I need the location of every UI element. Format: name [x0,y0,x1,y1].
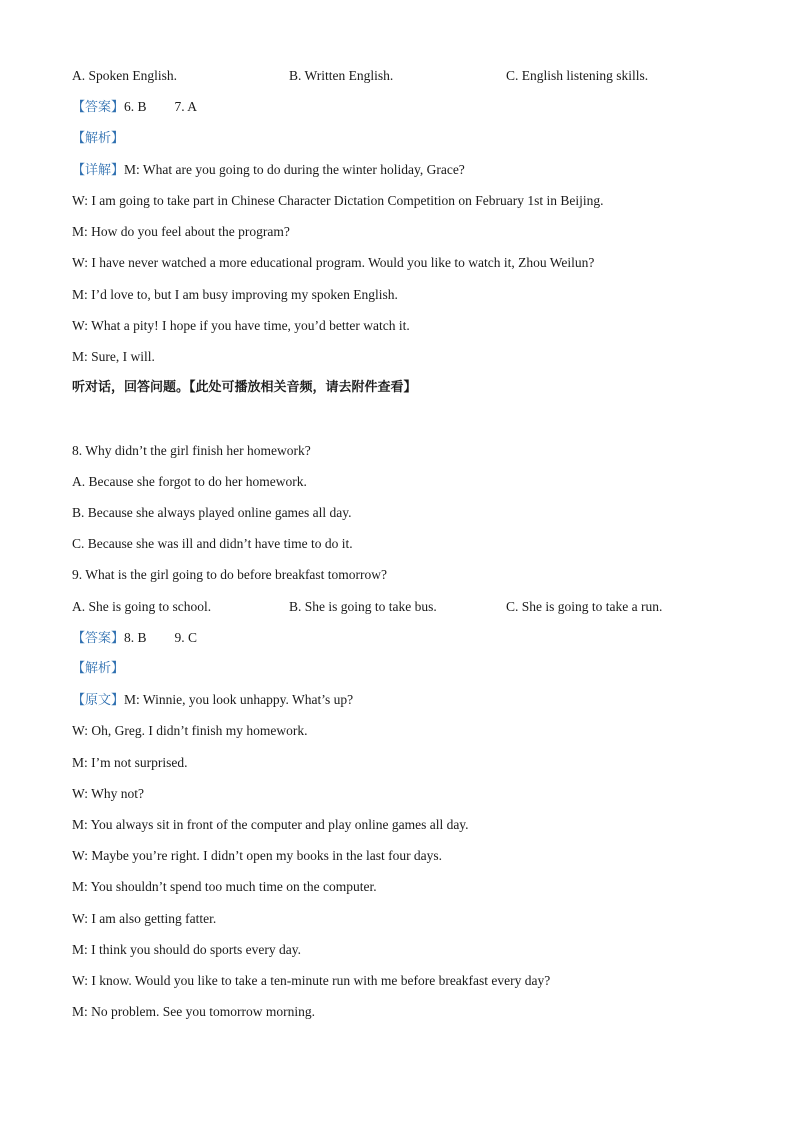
dialogue-line: W: I know. Would you like to take a ten-minute run with me before breakfast every day? [72,973,551,988]
dialogue-line: W: Maybe you’re right. I didn’t open my books in the last four days. [72,848,443,863]
analysis-tag: 【解析】 [72,661,125,676]
answer-value: 7. A [174,99,198,114]
question-9: 9. What is the girl going to do before breakfast tomorrow? [72,567,388,582]
q8-option-c: C. Because she was ill and didn’t have time to do it. [72,536,353,551]
dialogue-line: M: No problem. See you tomorrow morning. [72,1004,315,1019]
dialogue-line: M: You always sit in front of the computer and play online games all day. [72,817,469,832]
q7-option-b: B. Written English. [289,68,394,83]
q7-option-a: A. Spoken English. [72,68,178,83]
dialogue-text: M: Winnie, you look unhappy. What’s up? [124,692,354,707]
dialogue-line [72,161,465,180]
dialogue-line: W: I have never watched a more educational program. Would you like to watch it, Zhou Weilun? [72,255,595,270]
dialogue-line: M: I’m not surprised. [72,755,188,770]
q7-option-c: C. English listening skills. [506,68,649,83]
answer-value: 9. C [174,630,198,645]
q9-option-b: B. She is going to take bus. [289,599,437,614]
dialogue-line: M: Sure, I will. [72,349,155,364]
answer-value: 6. B [124,99,147,114]
original-tag: 【原文】 [72,693,125,708]
dialogue-line: W: I am also getting fatter. [72,911,217,926]
answer-line-2 [72,629,197,648]
q9-option-c: C. She is going to take a run. [506,599,663,614]
dialogue-line: W: Oh, Greg. I didn’t finish my homework. [72,723,308,738]
detail-tag: 【详解】 [72,163,125,178]
analysis-tag: 【解析】 [72,131,125,146]
q9-option-a: A. She is going to school. [72,599,212,614]
dialogue-line: M: I think you should do sports every day. [72,942,301,957]
q8-option-a: A. Because she forgot to do her homework. [72,474,307,489]
dialogue-line: W: What a pity! I hope if you have time, you’d better watch it. [72,318,410,333]
question-8: 8. Why didn’t the girl finish her homework? [72,443,311,458]
answer-line-1 [72,98,197,117]
answer-tag: 【答案】 [72,631,125,646]
answer-tag: 【答案】 [72,100,125,115]
listen-instruction: 听对话，回答问题。【此处可播放相关音频，请去附件查看】 [72,380,417,395]
dialogue-line: M: You shouldn’t spend too much time on the computer. [72,879,377,894]
q8-option-b: B. Because she always played online games all day. [72,505,352,520]
dialogue-line: M: How do you feel about the program? [72,224,290,239]
dialogue-line: W: Why not? [72,786,144,801]
dialogue-text: M: What are you going to do during the winter holiday, Grace? [124,162,465,177]
answer-value: 8. B [124,630,147,645]
dialogue-line: W: I am going to take part in Chinese Character Dictation Competition on February 1st in Beijing. [72,193,604,208]
dialogue-line: M: I’d love to, but I am busy improving my spoken English. [72,287,398,302]
dialogue-line [72,691,353,710]
